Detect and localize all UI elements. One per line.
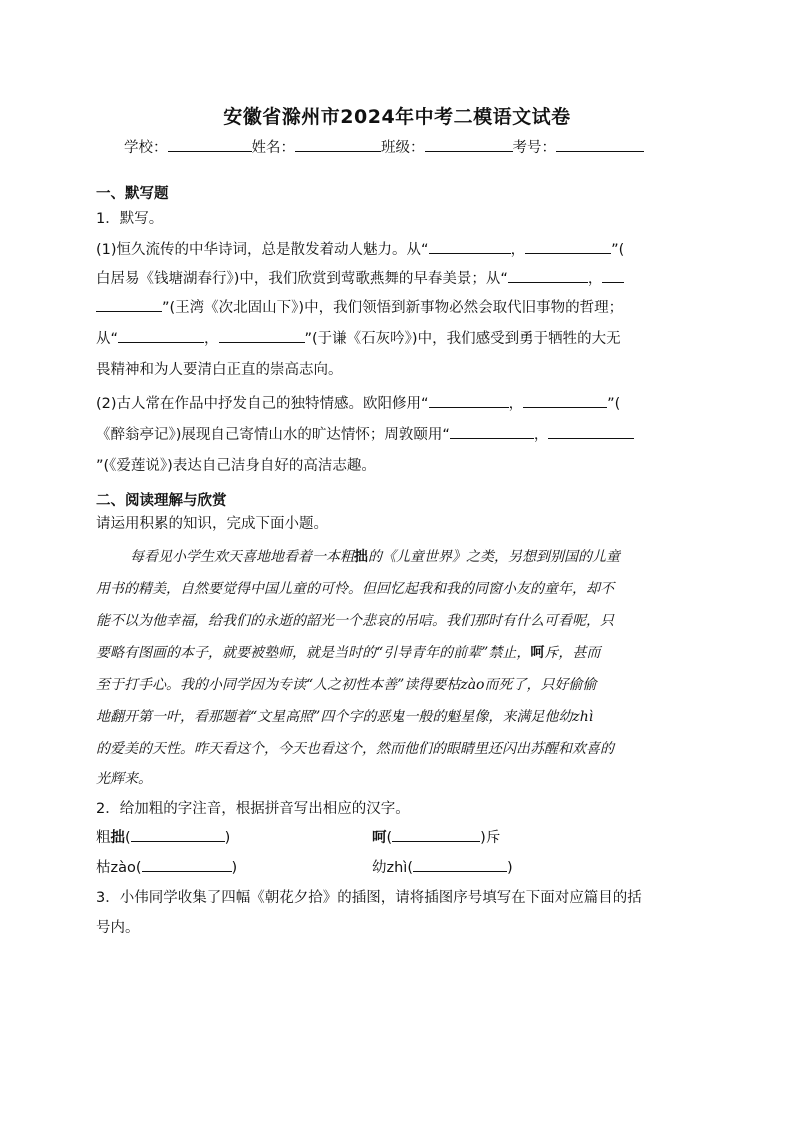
name-label: 姓名：: [251, 140, 295, 156]
q1-line-5: 畏精神和为人要清白正直的崇高志向。: [96, 362, 343, 378]
question-3-line-2: 号内。: [96, 920, 140, 936]
blank-6[interactable]: [219, 328, 305, 343]
blank-4a[interactable]: [602, 268, 624, 283]
passage-line-2: 用书的精美，自然要觉得中国儿童的可怜。但回忆起我和我的同窗小友的童年，却不: [96, 581, 614, 597]
blank-2[interactable]: [525, 239, 611, 254]
section-2-intro: 请运用积累的知识，完成下面小题。: [96, 516, 328, 532]
char-blank-zhi[interactable]: [413, 857, 507, 872]
passage-line-8: 光辉来。: [96, 771, 152, 787]
class-blank[interactable]: [425, 137, 513, 152]
blank-9[interactable]: [450, 424, 534, 439]
passage-line-1: 每看见小学生欢天喜地地看着一本粗拙的《儿童世界》之类，另想到别国的儿童: [130, 549, 620, 565]
pinyin-blank-zhuo[interactable]: [131, 827, 225, 842]
section-heading-2: 二、阅读理解与欣赏: [96, 493, 227, 509]
q2-item-c: 枯zào( ): [96, 856, 237, 877]
q1-line-8: ”(《爱莲说》)表达自己洁身自好的高洁志趣。: [96, 458, 376, 474]
bold-char-he: 呵: [530, 645, 545, 661]
name-blank[interactable]: [295, 137, 381, 152]
student-info-row: [124, 136, 644, 157]
number-label: 考号：: [512, 140, 556, 156]
school-label: 学校：: [124, 140, 168, 156]
section-heading-1: 一、默写题: [96, 186, 169, 202]
question-2: 2．给加粗的字注音，根据拼音写出相应的汉字。: [96, 801, 410, 817]
bold-char-zhuo: 拙: [354, 549, 368, 565]
q1-line-3: ”(王湾《次北固山下》)中，我们领悟到新事物必然会取代旧事物的哲理；: [96, 296, 623, 317]
passage-line-5: 至于打手心。我的小同学因为专读“人之初性本善”读得要枯zào而死了，只好偷偷: [96, 677, 597, 693]
page-title: 安徽省滁州市2024年中考二模语文试卷: [223, 106, 571, 128]
blank-10a[interactable]: [548, 424, 634, 439]
q1-line-7: 《醉翁亭记》)展现自己寄情山水的旷达情怀；周敦颐用“ ，: [96, 423, 634, 444]
q2-item-d: 幼zhì( ): [372, 856, 513, 877]
blank-8[interactable]: [523, 393, 607, 408]
q2-item-a: 粗拙( ): [96, 826, 230, 847]
passage-line-7: 的爱美的天性。昨天看这个，今天也看这个，然而他们的眼睛里还闪出苏醒和欢喜的: [96, 741, 614, 757]
q1-line-6: (2)古人常在作品中抒发自己的独特情感。欧阳修用“ ， ”(: [96, 392, 620, 413]
number-blank[interactable]: [556, 137, 644, 152]
blank-3[interactable]: [508, 268, 588, 283]
passage-line-3: 能不以为他幸福，给我们的永逝的韶光一个悲哀的吊唁。我们那时有什么可看呢，只: [96, 613, 614, 629]
blank-4b[interactable]: [96, 297, 162, 312]
pinyin-blank-he[interactable]: [392, 827, 480, 842]
school-blank[interactable]: [168, 137, 252, 152]
char-blank-zao[interactable]: [142, 857, 232, 872]
q1-line-4: 从“ ， ”(于谦《石灰吟》)中，我们感受到勇于牺牲的大无: [96, 327, 621, 348]
q2-item-b: 呵( )斥: [372, 826, 500, 847]
blank-5[interactable]: [118, 328, 204, 343]
q1-line-2: 白居易《钱塘湖春行》)中，我们欣赏到莺歌燕舞的早春美景；从“ ，: [96, 267, 624, 288]
passage-line-6: 地翻开第一叶，看那题着“文星高照”四个字的恶鬼一般的魁星像，来满足他幼zhì: [96, 709, 594, 725]
class-label: 班级：: [381, 140, 425, 156]
question-1-label: 1．默写。: [96, 211, 164, 227]
question-3-line-1: 3．小伟同学收集了四幅《朝花夕拾》的插图，请将插图序号填写在下面对应篇目的括: [96, 890, 642, 906]
blank-1[interactable]: [429, 239, 511, 254]
blank-7[interactable]: [429, 393, 509, 408]
passage-line-4: 要略有图画的本子，就要被塾师，就是当时的“引导青年的前辈”禁止，呵斥，甚而: [96, 645, 601, 661]
q1-line-1: (1)恒久流传的中华诗词，总是散发着动人魅力。从“ ， ”(: [96, 238, 624, 259]
